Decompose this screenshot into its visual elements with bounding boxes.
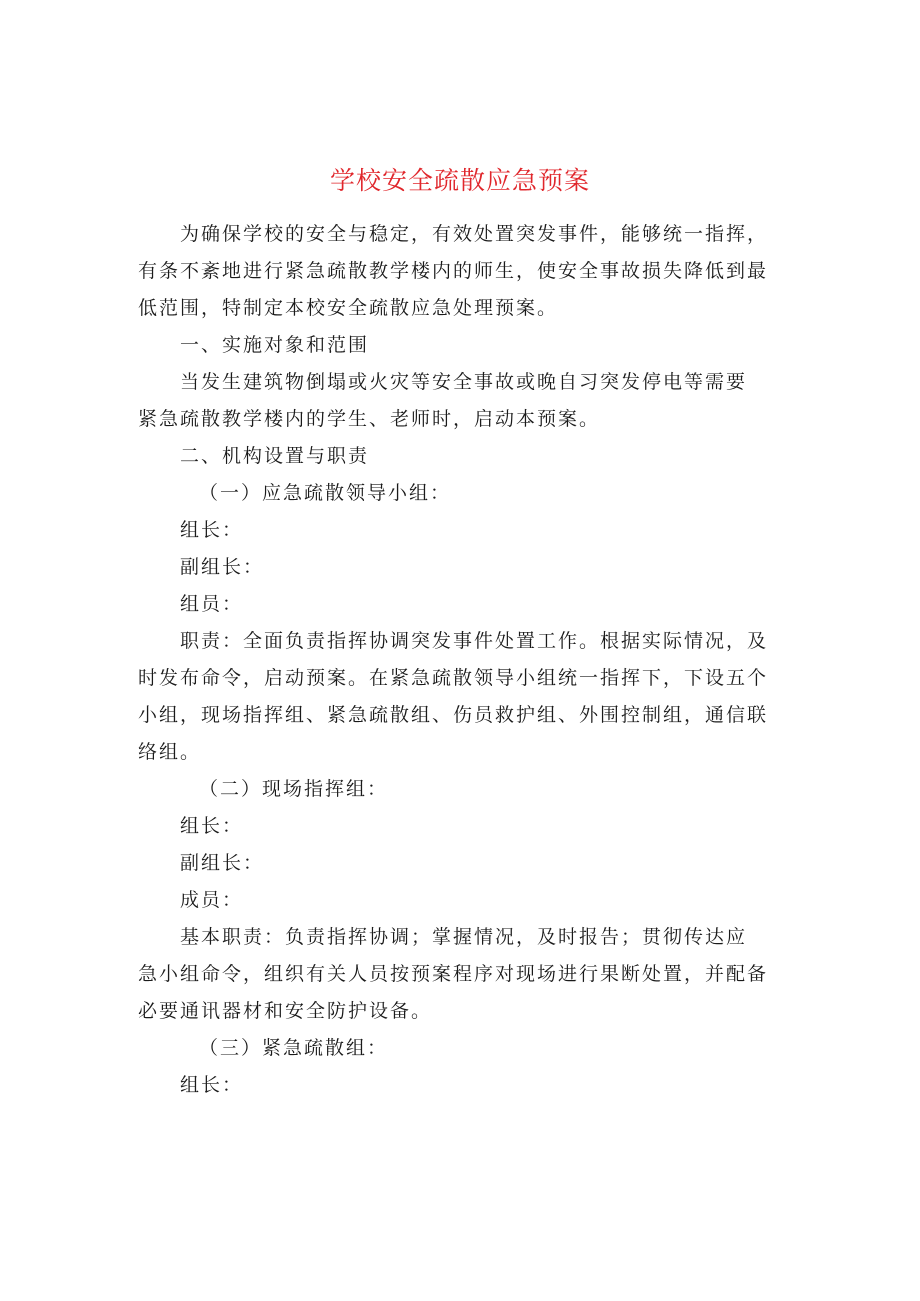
- subsection-heading: （二）现场指挥组：: [199, 778, 389, 800]
- paragraph-line: 急小组命令，组织有关人员按预案程序对现场进行果断处置，并配备: [138, 963, 769, 985]
- field-label: 副组长：: [180, 556, 265, 578]
- field-label: 组长：: [180, 1074, 244, 1096]
- paragraph-line: 低范围，特制定本校安全疏散应急处理预案。: [138, 297, 559, 319]
- subsection-heading: （三）紧急疏散组：: [199, 1037, 389, 1059]
- paragraph-line: 基本职责：负责指挥协调；掌握情况，及时报告；贯彻传达应: [180, 926, 748, 948]
- field-label: 组长：: [180, 815, 244, 837]
- document-body: [138, 216, 788, 1104]
- paragraph-line: 小组，现场指挥组、紧急疏散组、伤员救护组、外围控制组，通信联: [138, 704, 769, 726]
- paragraph-line: 必要通讯器材和安全防护设备。: [138, 1000, 433, 1022]
- paragraph-line: 有条不紊地进行紧急疏散教学楼内的师生，使安全事故损失降低到最: [138, 260, 769, 282]
- paragraph-line: 当发生建筑物倒塌或火灾等安全事故或晚自习突发停电等需要: [180, 371, 748, 393]
- paragraph-line: 紧急疏散教学楼内的学生、老师时，启动本预案。: [138, 408, 601, 430]
- field-label: 成员：: [180, 889, 244, 911]
- subsection-heading: （一）应急疏散领导小组：: [199, 482, 452, 504]
- field-label: 组员：: [180, 593, 244, 615]
- field-label: 副组长：: [180, 852, 265, 874]
- document-title: 学校安全疏散应急预案: [329, 166, 590, 195]
- paragraph-line: 络组。: [138, 741, 202, 763]
- paragraph-line: 时发布命令，启动预案。在紧急疏散领导小组统一指挥下，下设五个: [138, 667, 769, 689]
- field-label: 组长：: [180, 519, 244, 541]
- paragraph-line: 为确保学校的安全与稳定，有效处置突发事件，能够统一指挥，: [180, 223, 769, 245]
- section-heading: 一、实施对象和范围: [180, 334, 370, 356]
- paragraph-line: 职责：全面负责指挥协调突发事件处置工作。根据实际情况，及: [180, 630, 769, 652]
- section-heading: 二、机构设置与职责: [180, 445, 370, 467]
